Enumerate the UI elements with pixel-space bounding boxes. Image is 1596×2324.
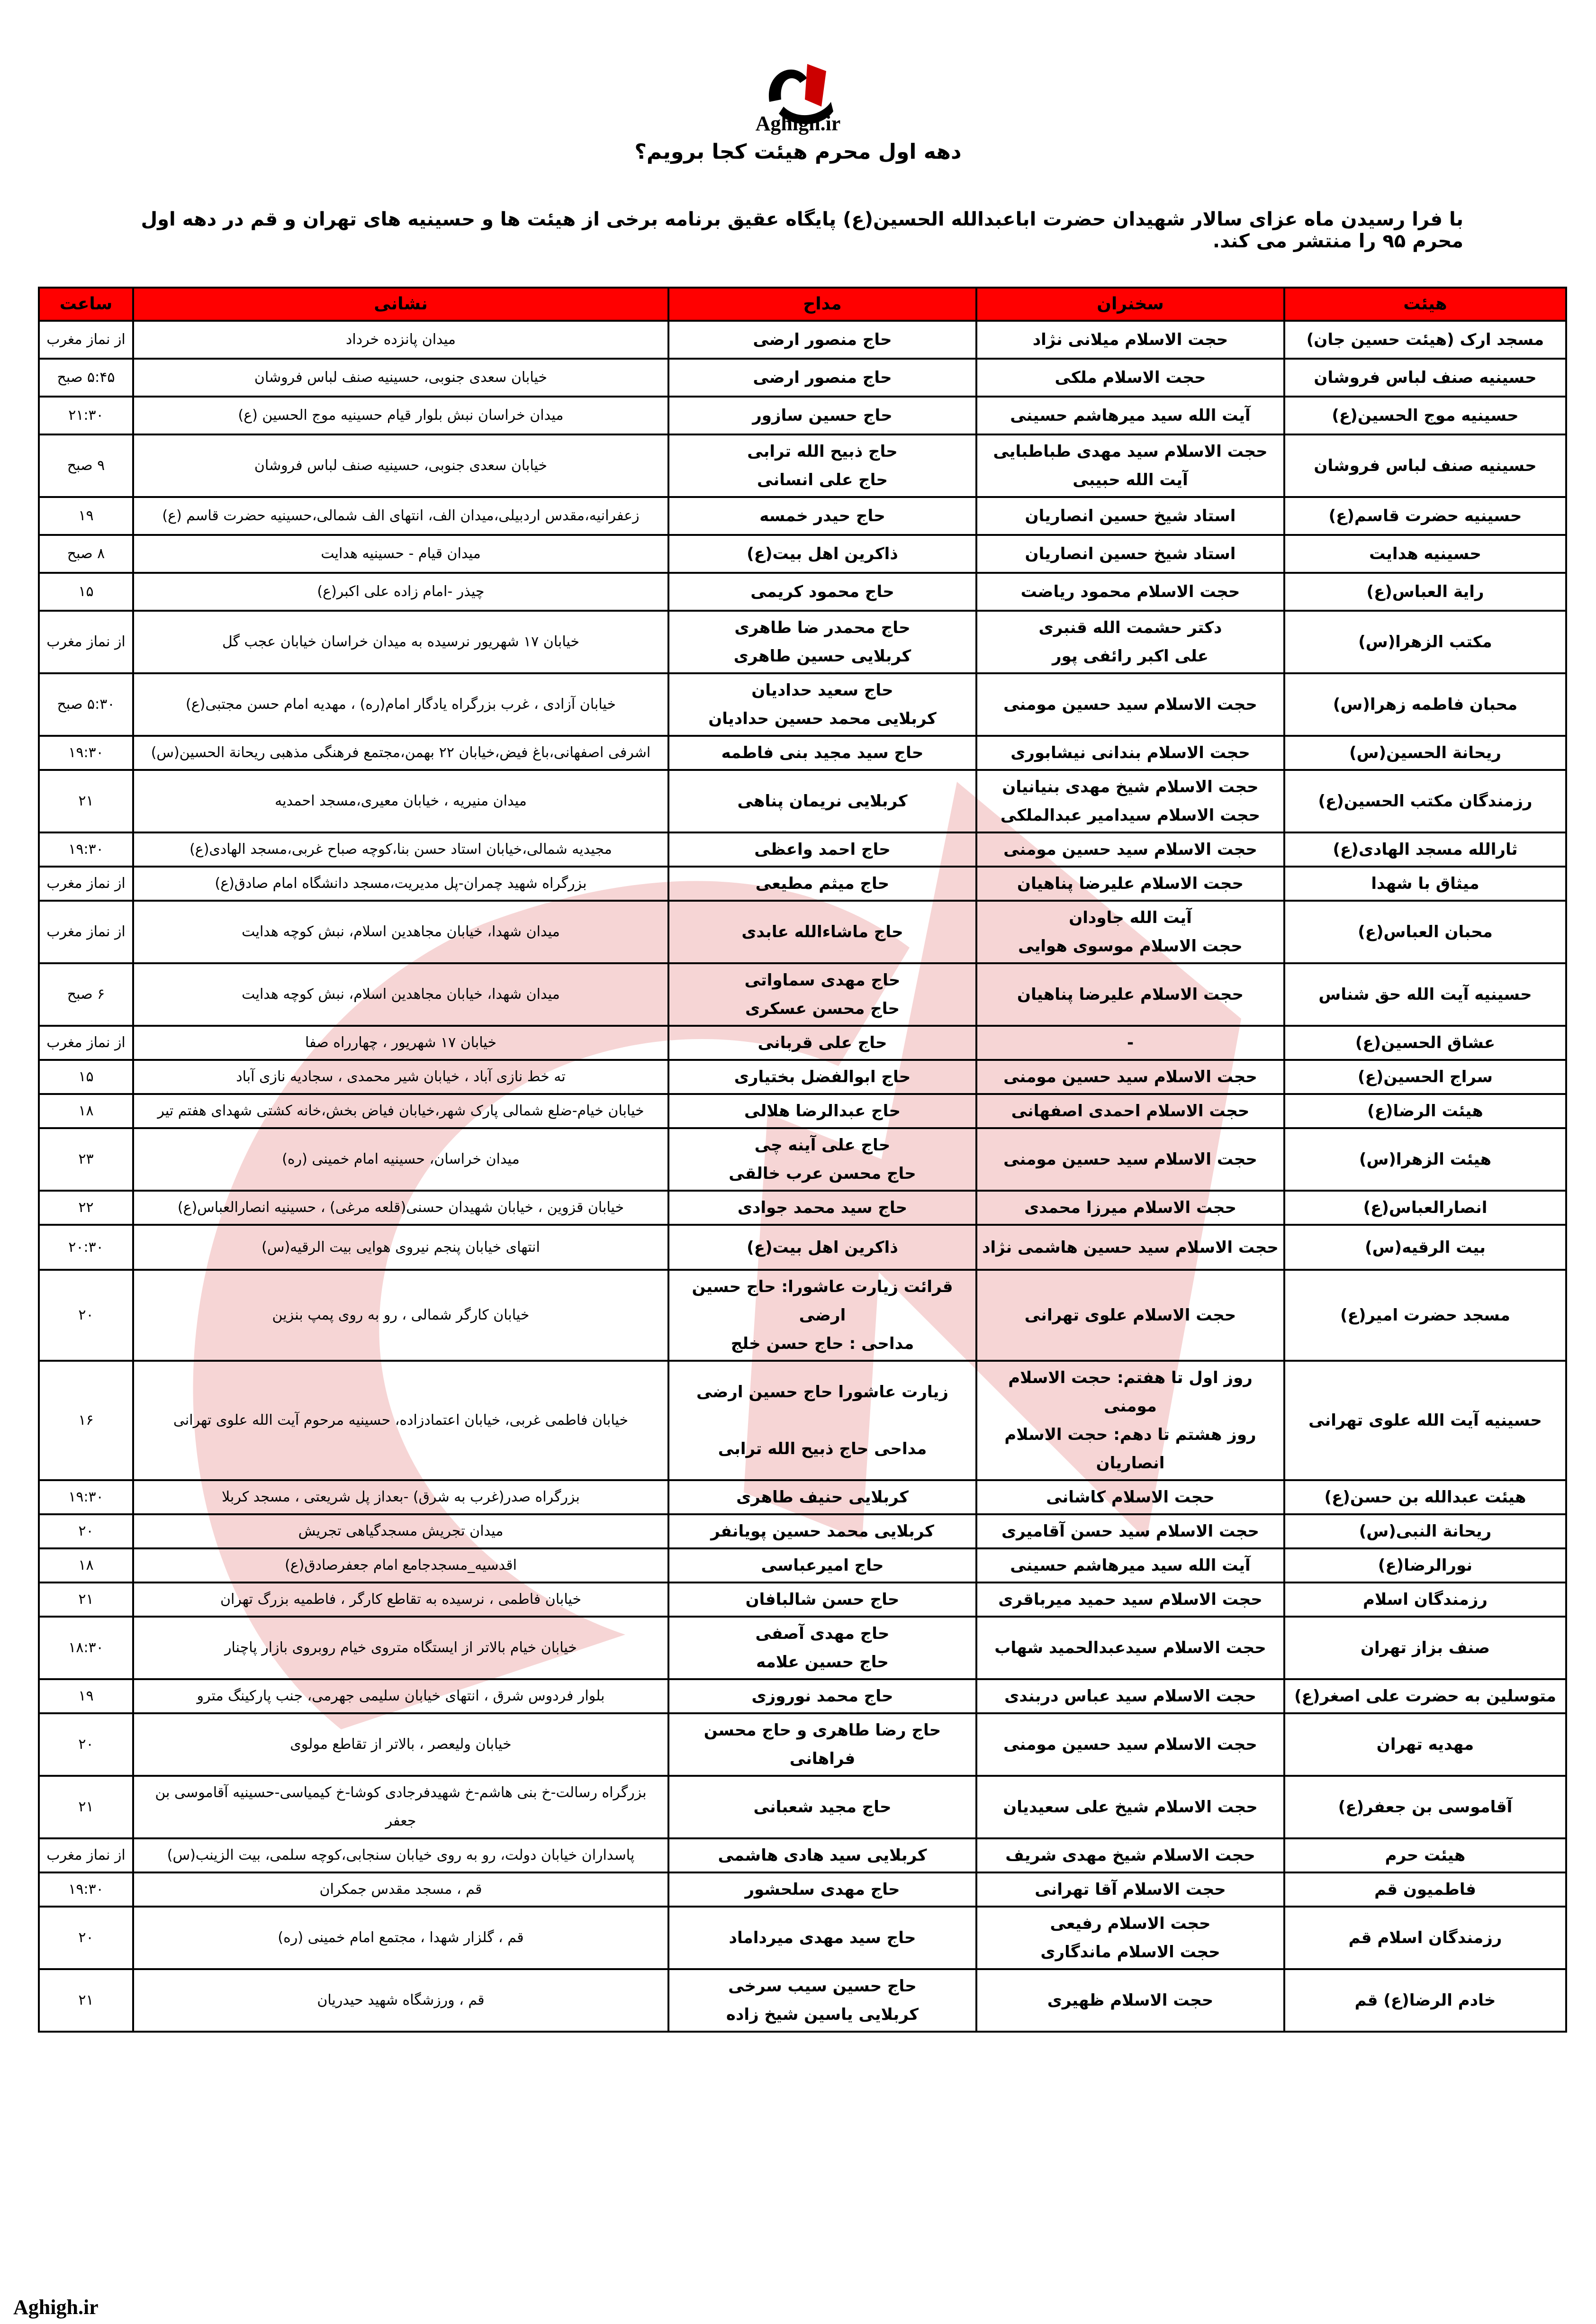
cell-speaker: حجت الاسلام سیدعبدالحمید شهاب <box>976 1617 1284 1679</box>
table-row <box>39 1713 1566 1776</box>
cell-heyat: رایة العباس(ع) <box>1284 573 1566 611</box>
cell-speaker: حجت الاسلام علوی تهرانی <box>976 1270 1284 1361</box>
cell-maddah: حاج میثم مطیعی <box>668 867 976 901</box>
cell-maddah: ذاکرین اهل بیت(ع) <box>668 535 976 573</box>
cell-maddah: حاج رضا طاهری و حاج محسن فراهانی <box>668 1713 976 1776</box>
cell-time: ۱۶ <box>39 1361 133 1480</box>
cell-address: بزرگراه صدر(غرب به شرق) -بعداز پل شریعتی ، مسجد کربلا <box>133 1480 668 1514</box>
cell-time: ۱۸ <box>39 1094 133 1128</box>
cell-address: میدان قیام - حسینیه هدایت <box>133 535 668 573</box>
cell-address: میدان خراسان، حسینیه امام خمینی (ره) <box>133 1128 668 1191</box>
table-row <box>39 1969 1566 2032</box>
cell-heyat: رزمندگان اسلام قم <box>1284 1907 1566 1969</box>
table-row <box>39 497 1566 535</box>
cell-time: ۹ صبح <box>39 434 133 497</box>
header-heyat: هیئت <box>1284 288 1566 321</box>
program-table <box>38 287 1567 2033</box>
cell-address: میدان منیریه ، خیابان معیری،مسجد احمدیه <box>133 770 668 832</box>
table-row <box>39 1361 1566 1480</box>
cell-speaker: حجت الاسلام سید حسین مومنی <box>976 1128 1284 1191</box>
cell-address: مجیدیه شمالی،خیابان استاد حسن بنا،کوچه صباح غربی،مسجد الهادی(ع) <box>133 832 668 867</box>
cell-speaker: حجت الاسلام سید حسین هاشمی نژاد <box>976 1225 1284 1270</box>
cell-time: از نماز مغرب <box>39 1026 133 1060</box>
cell-time: ۱۹ <box>39 1679 133 1713</box>
table-row <box>39 901 1566 963</box>
cell-address: خیابان سعدی جنوبی، حسینیه صنف لباس فروشان <box>133 434 668 497</box>
cell-address: خیابان کارگر شمالی ، رو به روی پمپ بنزین <box>133 1270 668 1361</box>
cell-speaker: حجت الاسلام احمدی اصفهانی <box>976 1094 1284 1128</box>
cell-address: خیابان سعدی جنوبی، حسینیه صنف لباس فروشان <box>133 359 668 397</box>
cell-time: ۲۱ <box>39 1969 133 2032</box>
cell-maddah: حاج علی آینه چی حاج محسن عرب خالقی <box>668 1128 976 1191</box>
cell-maddah: کربلایی سید هادی هاشمی <box>668 1838 976 1872</box>
cell-speaker: استاد شیخ حسین انصاریان <box>976 535 1284 573</box>
table-row <box>39 673 1566 736</box>
cell-maddah: کربلایی نریمان پناهی <box>668 770 976 832</box>
cell-speaker: حجت الاسلام سید حسین مومنی <box>976 673 1284 736</box>
cell-heyat: حسینیه هدایت <box>1284 535 1566 573</box>
cell-address: بلوار فردوس شرق ، انتهای خیابان سلیمی جهرمی، جنب پارکینگ مترو <box>133 1679 668 1713</box>
cell-speaker: حجت الاسلام شیخ مهدی بنیانیان حجت الاسلام سیدامیر عبدالملکی <box>976 770 1284 832</box>
table-row <box>39 1060 1566 1094</box>
cell-speaker: حجت الاسلام سید حسین مومنی <box>976 1713 1284 1776</box>
cell-heyat: متوسلین به حضرت علی اصغر(ع) <box>1284 1679 1566 1713</box>
cell-address: اقدسیه_مسجدجامع امام جعفرصادق(ع) <box>133 1548 668 1582</box>
cell-address: قم ، مسجد مقدس جمکران <box>133 1872 668 1907</box>
cell-time: ۲۱ <box>39 770 133 832</box>
cell-speaker: حجت الاسلام آقا تهرانی <box>976 1872 1284 1907</box>
table-row <box>39 1094 1566 1128</box>
intro-text: با فرا رسیدن ماه عزای سالار شهیدان حضرت اباعبدالله الحسین(ع) پایگاه عقیق برنامه برخی از هیئت ها و حسینیه های تهران و قم در دهه اول محرم ۹۵ را منتشر می کند. <box>141 208 1463 252</box>
cell-address: خیابان ولیعصر ، بالاتر از تقاطع مولوی <box>133 1713 668 1776</box>
cell-maddah: حاج احمد واعظی <box>668 832 976 867</box>
cell-maddah: حاج ماشاءالله عابدی <box>668 901 976 963</box>
cell-time: ۱۵ <box>39 1060 133 1094</box>
cell-time: ۱۹:۳۰ <box>39 1480 133 1514</box>
cell-heyat: هیئت عبدالله بن حسن(ع) <box>1284 1480 1566 1514</box>
cell-maddah: حاج محمود کریمی <box>668 573 976 611</box>
cell-heyat: نورالرضا(ع) <box>1284 1548 1566 1582</box>
cell-time: ۱۸ <box>39 1548 133 1582</box>
cell-time: ۵:۳۰ صبح <box>39 673 133 736</box>
cell-time: ۲۱:۳۰ <box>39 397 133 434</box>
footer-site: Aghigh.ir <box>13 2296 99 2319</box>
cell-address: خیابان ۱۷ شهریور نرسیده به میدان خراسان خیابان عجب گل <box>133 611 668 673</box>
cell-speaker: حجت الاسلام رفیعی حجت الاسلام ماندگاری <box>976 1907 1284 1969</box>
cell-heyat: حسینیه صنف لباس فروشان <box>1284 359 1566 397</box>
cell-maddah: حاج مهدی سلحشور <box>668 1872 976 1907</box>
table-row <box>39 736 1566 770</box>
cell-address: خیابان فاطمی ، نرسیده به تقاطع کارگر ، فاطمیه بزرگ تهران <box>133 1582 668 1617</box>
cell-speaker: حجت الاسلام بندانی نیشابوری <box>976 736 1284 770</box>
cell-heyat: سراج الحسین(ع) <box>1284 1060 1566 1094</box>
table-row <box>39 1480 1566 1514</box>
cell-speaker: آیت الله جاودان حجت الاسلام موسوی هوایی <box>976 901 1284 963</box>
table-row <box>39 1225 1566 1270</box>
cell-time: از نماز مغرب <box>39 901 133 963</box>
table-row <box>39 770 1566 832</box>
cell-speaker: آیت الله سید میرهاشم حسینی <box>976 1548 1284 1582</box>
cell-speaker: دکتر حشمت الله قنبری علی اکبر رائفی پور <box>976 611 1284 673</box>
cell-speaker: روز اول تا هفتم: حجت الاسلام مومنی روز هشتم تا دهم: حجت الاسلام انصاریان <box>976 1361 1284 1480</box>
cell-maddah: حاج امیرعباسی <box>668 1548 976 1582</box>
cell-time: ۲۳ <box>39 1128 133 1191</box>
cell-maddah: حاج محمدر ضا طاهری کربلایی حسین طاهری <box>668 611 976 673</box>
table-row <box>39 1026 1566 1060</box>
header-speaker: سخنران <box>976 288 1284 321</box>
header-time: ساعت <box>39 288 133 321</box>
cell-maddah: حاج مهدی سماواتی حاج محسن عسکری <box>668 963 976 1026</box>
cell-maddah: زیارت عاشورا حاج حسین ارضی مداحی حاج ذبیح الله ترابی <box>668 1361 976 1480</box>
cell-speaker: حجت الاسلام شیخ علی سعیدیان <box>976 1776 1284 1838</box>
cell-address: زعفرانیه،مقدس اردبیلی،میدان الف، انتهای الف شمالی،حسینیه حضرت قاسم (ع) <box>133 497 668 535</box>
cell-time: ۲۱ <box>39 1582 133 1617</box>
cell-time: ۲۰:۳۰ <box>39 1225 133 1270</box>
cell-address: انتهای خیابان پنجم نیروی هوایی بیت الرقیه(س) <box>133 1225 668 1270</box>
cell-heyat: حسینیه آیت الله حق شناس <box>1284 963 1566 1026</box>
cell-heyat: حسینیه موج الحسین(ع) <box>1284 397 1566 434</box>
table-row <box>39 1872 1566 1907</box>
cell-heyat: رزمندگان مکتب الحسین(ع) <box>1284 770 1566 832</box>
cell-address: ته خط نازی آباد ، خیابان شیر محمدی ، سجادیه نازی آباد <box>133 1060 668 1094</box>
cell-maddah: کربلایی محمد حسین پویانفر <box>668 1514 976 1548</box>
cell-maddah: حاج علی قربانی <box>668 1026 976 1060</box>
cell-speaker: حجت الاسلام سید عباس دربندی <box>976 1679 1284 1713</box>
page-heading: دهه اول محرم هیئت کجا برویم؟ <box>634 140 962 164</box>
cell-speaker: حجت الاسلام ملکی <box>976 359 1284 397</box>
cell-address: پاسداران خیابان دولت، رو به روی خیابان سنجابی،کوچه سلمی، بیت الزینب(س) <box>133 1838 668 1872</box>
cell-heyat: ثارالله مسجد الهادی(ع) <box>1284 832 1566 867</box>
cell-time: از نماز مغرب <box>39 1838 133 1872</box>
cell-speaker: استاد شیخ حسین انصاریان <box>976 497 1284 535</box>
cell-heyat: محبان العباس(ع) <box>1284 901 1566 963</box>
cell-maddah: حاج منصور ارضی <box>668 321 976 359</box>
cell-maddah: حاج مجید شعبانی <box>668 1776 976 1838</box>
cell-speaker: حجت الاسلام سید حسن آقامیری <box>976 1514 1284 1548</box>
site-name: Aghigh.ir <box>755 112 841 135</box>
cell-speaker: حجت الاسلام سید حمید میرباقری <box>976 1582 1284 1617</box>
cell-heyat: مهدیه تهران <box>1284 1713 1566 1776</box>
cell-maddah: حاج حسین سیب سرخی کربلایی یاسین شیخ زاده <box>668 1969 976 2032</box>
cell-heyat: مسجد ارک (هیئت حسین جان) <box>1284 321 1566 359</box>
cell-heyat: ریحانة الحسین(س) <box>1284 736 1566 770</box>
cell-time: ۵:۴۵ صبح <box>39 359 133 397</box>
cell-time: ۶ صبح <box>39 963 133 1026</box>
cell-address: اشرفی اصفهانی،باغ فیض،خیابان ۲۲ بهمن،مجتمع فرهنگی مذهبی ریحانة الحسین(س) <box>133 736 668 770</box>
table-row <box>39 963 1566 1026</box>
cell-time: از نماز مغرب <box>39 321 133 359</box>
cell-heyat: مسجد حضرت امیر(ع) <box>1284 1270 1566 1361</box>
cell-time: ۱۹:۳۰ <box>39 832 133 867</box>
header-maddah: مداح <box>668 288 976 321</box>
cell-speaker: حجت الاسلام میلانی نژاد <box>976 321 1284 359</box>
cell-heyat: ریحانة النبی(س) <box>1284 1514 1566 1548</box>
cell-speaker: حجت الاسلام سید حسین مومنی <box>976 1060 1284 1094</box>
cell-address: خیابان آزادی ، غرب بزرگراه یادگار امام(ره) ، مهدیه امام حسن مجتبی(ع) <box>133 673 668 736</box>
cell-maddah: ذاکرین اهل بیت(ع) <box>668 1225 976 1270</box>
cell-heyat: میثاق با شهدا <box>1284 867 1566 901</box>
cell-time: ۱۸:۳۰ <box>39 1617 133 1679</box>
cell-speaker: حجت الاسلام علیرضا پناهیان <box>976 867 1284 901</box>
cell-heyat: رزمندگان اسلام <box>1284 1582 1566 1617</box>
cell-address: میدان شهدا، خیابان مجاهدین اسلام، نبش کوچه هدایت <box>133 963 668 1026</box>
cell-maddah: حاج عبدالرضا هلالی <box>668 1094 976 1128</box>
table-row <box>39 1679 1566 1713</box>
cell-maddah: حاج مهدی آصفی حاج حسین علامه <box>668 1617 976 1679</box>
table-row <box>39 535 1566 573</box>
table-row <box>39 611 1566 673</box>
cell-heyat: عشاق الحسین(ع) <box>1284 1026 1566 1060</box>
cell-heyat: انصارالعباس(ع) <box>1284 1191 1566 1225</box>
cell-maddah: کربلایی حنیف طاهری <box>668 1480 976 1514</box>
cell-maddah: حاج حسن شالبافان <box>668 1582 976 1617</box>
cell-heyat: خادم الرضا(ع) قم <box>1284 1969 1566 2032</box>
cell-heyat: آقاموسی بن جعفر(ع) <box>1284 1776 1566 1838</box>
cell-time: ۸ صبح <box>39 535 133 573</box>
table-row <box>39 867 1566 901</box>
cell-time: ۱۹ <box>39 497 133 535</box>
cell-speaker: حجت الاسلام علیرضا پناهیان <box>976 963 1284 1026</box>
cell-address: چیذر -امام زاده علی اکبر(ع) <box>133 573 668 611</box>
cell-address: خیابان خیام بالاتر از ایستگاه متروی خیام روبروی بازار پاچنار <box>133 1617 668 1679</box>
cell-time: ۲۰ <box>39 1514 133 1548</box>
cell-heyat: مکتب الزهرا(س) <box>1284 611 1566 673</box>
cell-address: قم ، گلزار شهدا ، مجتمع امام خمینی (ره) <box>133 1907 668 1969</box>
cell-heyat: فاطمیون قم <box>1284 1872 1566 1907</box>
cell-speaker: حجت الاسلام سید مهدی طباطبایی آیت الله حبیبی <box>976 434 1284 497</box>
cell-maddah: حاج منصور ارضی <box>668 359 976 397</box>
cell-address: میدان خراسان نبش بلوار قیام حسینیه موج الحسین (ع) <box>133 397 668 434</box>
table-row <box>39 321 1566 359</box>
cell-heyat: هیئت حرم <box>1284 1838 1566 1872</box>
cell-address: میدان پانزده خرداد <box>133 321 668 359</box>
cell-address: قم ، ورزشگاه شهید حیدریان <box>133 1969 668 2032</box>
table-row <box>39 397 1566 434</box>
cell-speaker: آیت الله سید میرهاشم حسینی <box>976 397 1284 434</box>
table-row <box>39 1270 1566 1361</box>
cell-time: ۲۰ <box>39 1907 133 1969</box>
cell-address: خیابان خیام-ضلع شمالی پارک شهر،خیابان فیاض بخش،خانه کشتی شهدای هفتم تیر <box>133 1094 668 1128</box>
cell-time: از نماز مغرب <box>39 611 133 673</box>
cell-speaker: حجت الاسلام کاشانی <box>976 1480 1284 1514</box>
cell-speaker: حجت الاسلام ظهیری <box>976 1969 1284 2032</box>
cell-maddah: حاج ابوالفضل بختیاری <box>668 1060 976 1094</box>
cell-time: ۲۱ <box>39 1776 133 1838</box>
table-row <box>39 1907 1566 1969</box>
cell-maddah: حاج سید مهدی میرداماد <box>668 1907 976 1969</box>
cell-time: ۱۹:۳۰ <box>39 1872 133 1907</box>
cell-time: ۲۲ <box>39 1191 133 1225</box>
cell-address: بزرگراه رسالت-خ بنی هاشم-خ شهیدفرجادی کوشا-خ کیمیاسی-حسینیه آقاموسی بن جعفر <box>133 1776 668 1838</box>
cell-heyat: حسینیه آیت الله علوی تهرانی <box>1284 1361 1566 1480</box>
cell-maddah: حاج سعید حدادیان کربلایی محمد حسین حدادیان <box>668 673 976 736</box>
table-row <box>39 1128 1566 1191</box>
cell-maddah: حاج ذبیح الله ترابی حاج علی انسانی <box>668 434 976 497</box>
table-row <box>39 832 1566 867</box>
cell-speaker: حجت الاسلام سید حسین مومنی <box>976 832 1284 867</box>
table-row <box>39 1617 1566 1679</box>
cell-time: از نماز مغرب <box>39 867 133 901</box>
cell-maddah: حاج سید محمد جوادی <box>668 1191 976 1225</box>
cell-address: بزرگراه شهید چمران-پل مدیریت،مسجد دانشگاه امام صادق(ع) <box>133 867 668 901</box>
cell-time: ۲۰ <box>39 1713 133 1776</box>
table-row <box>39 573 1566 611</box>
cell-heyat: هیئت الزهرا(س) <box>1284 1128 1566 1191</box>
table-header-row <box>39 288 1566 321</box>
cell-address: میدان تجریش مسجدگیاهی تجریش <box>133 1514 668 1548</box>
cell-maddah: حاج حیدر خمسه <box>668 497 976 535</box>
cell-address: خیابان ۱۷ شهریور ، چهارراه صفا <box>133 1026 668 1060</box>
cell-time: ۱۹:۳۰ <box>39 736 133 770</box>
table-row <box>39 1548 1566 1582</box>
table-row <box>39 1514 1566 1548</box>
cell-heyat: بیت الرقیه(س) <box>1284 1225 1566 1270</box>
table-row <box>39 1776 1566 1838</box>
cell-speaker: حجت الاسلام شیخ مهدی شریف <box>976 1838 1284 1872</box>
cell-heyat: حسینیه حضرت قاسم(ع) <box>1284 497 1566 535</box>
cell-time: ۱۵ <box>39 573 133 611</box>
cell-speaker: - <box>976 1026 1284 1060</box>
table-row <box>39 434 1566 497</box>
cell-heyat: حسینیه صنف لباس فروشان <box>1284 434 1566 497</box>
cell-maddah: قرائت زیارت عاشورا: حاج حسین ارضی مداحی : حاج حسن خلج <box>668 1270 976 1361</box>
table-row <box>39 1582 1566 1617</box>
table-row <box>39 1191 1566 1225</box>
cell-address: خیابان قزوین ، خیابان شهیدان حسنی(قلعه مرغی) ، حسینیه انصارالعباس(ع) <box>133 1191 668 1225</box>
cell-time: ۲۰ <box>39 1270 133 1361</box>
cell-address: میدان شهدا، خیابان مجاهدین اسلام، نبش کوچه هدایت <box>133 901 668 963</box>
cell-maddah: حاج حسین سازور <box>668 397 976 434</box>
table-row <box>39 359 1566 397</box>
cell-maddah: حاج سید مجید بنی فاطمه <box>668 736 976 770</box>
cell-address: خیابان فاطمی غربی، خیابان اعتمادزاده، حسینیه مرحوم آیت الله علوی تهرانی <box>133 1361 668 1480</box>
header-address: نشانی <box>133 288 668 321</box>
cell-heyat: هیئت الرضا(ع) <box>1284 1094 1566 1128</box>
table-row <box>39 1838 1566 1872</box>
cell-speaker: حجت الاسلام میرزا محمدی <box>976 1191 1284 1225</box>
cell-heyat: محبان فاطمه زهرا(س) <box>1284 673 1566 736</box>
cell-maddah: حاج محمد نوروزی <box>668 1679 976 1713</box>
cell-heyat: صنف بزاز تهران <box>1284 1617 1566 1679</box>
cell-speaker: حجت الاسلام محمود ریاضت <box>976 573 1284 611</box>
